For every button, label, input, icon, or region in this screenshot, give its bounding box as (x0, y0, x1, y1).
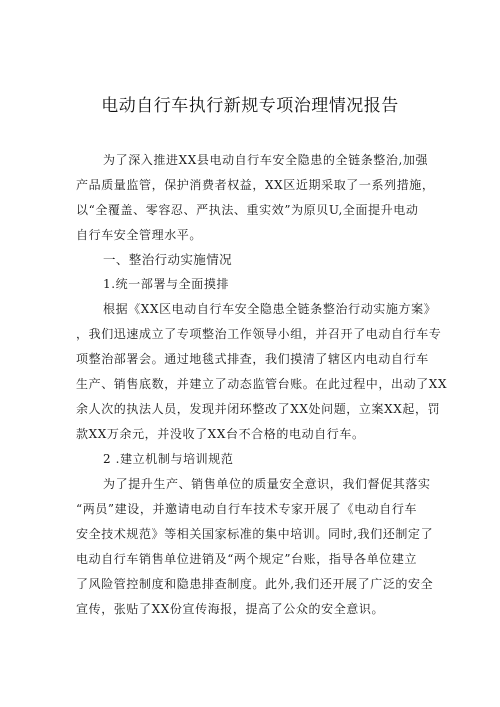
paragraph-line: “两员”建设，并邀请电动自行车技术专家开展了《电动自行车 (76, 502, 418, 516)
paragraph-line: 生产、销售底数，并建立了动态监管台账。在此过程中，出动了XX (76, 377, 448, 391)
subsection-heading: 1.统一部署与全面摸排 (103, 277, 230, 291)
paragraph-line: 以“全覆盖、零容忍、严执法、重实效”为原贝U,全面提升电动 (76, 203, 419, 217)
paragraph-line: 根据《XX区电动自行车安全隐患全链条整治行动实施方案》 (103, 302, 437, 316)
paragraph-line: ，我们迅速成立了专项整治工作领导小组，并召开了电动自行车专 (76, 327, 442, 341)
paragraph-line: 产品质量监管，保护消费者权益，XX区近期采取了一系列措施， (76, 178, 435, 192)
subsection-heading: 2 .建立机制与培训规范 (103, 452, 234, 466)
paragraph-line: 了风险管控制度和隐患排查制度。此外,我们还开展了广泛的安全 (76, 577, 434, 591)
paragraph-line: 余人次的执法人员，发现并闭环整改了XX处问题，立案XX起，罚 (76, 402, 441, 416)
paragraph-line: 为了提升生产、销售单位的质量安全意识，我们督促其落实 (103, 477, 431, 491)
paragraph-line: 项整治部署会。通过地毯式排查，我们摸清了辖区内电动自行车 (76, 352, 429, 366)
paragraph-line: 款XX万余元，并没收了XX台不合格的电动自行车。 (76, 427, 365, 441)
paragraph-line: 为了深入推进XX县电动自行车安全隐患的全链条整治,加强 (103, 153, 429, 167)
paragraph-line: 宣传，张贴了XX份宣传海报，提高了公众的安全意识。 (76, 602, 385, 616)
paragraph-line: 电动自行车销售单位进销及“两个规定”台账，指导各单位建立 (76, 552, 418, 566)
paragraph-line: 安全技术规范》等相关国家标准的集中培训。同时,我们还制定了 (76, 527, 434, 541)
section-heading: 一、整治行动实施情况 (103, 252, 233, 267)
document-title: 电动自行车执行新规专项治理情况报告 (101, 96, 399, 116)
paragraph-line: 自行车安全管理水平。 (76, 228, 203, 242)
